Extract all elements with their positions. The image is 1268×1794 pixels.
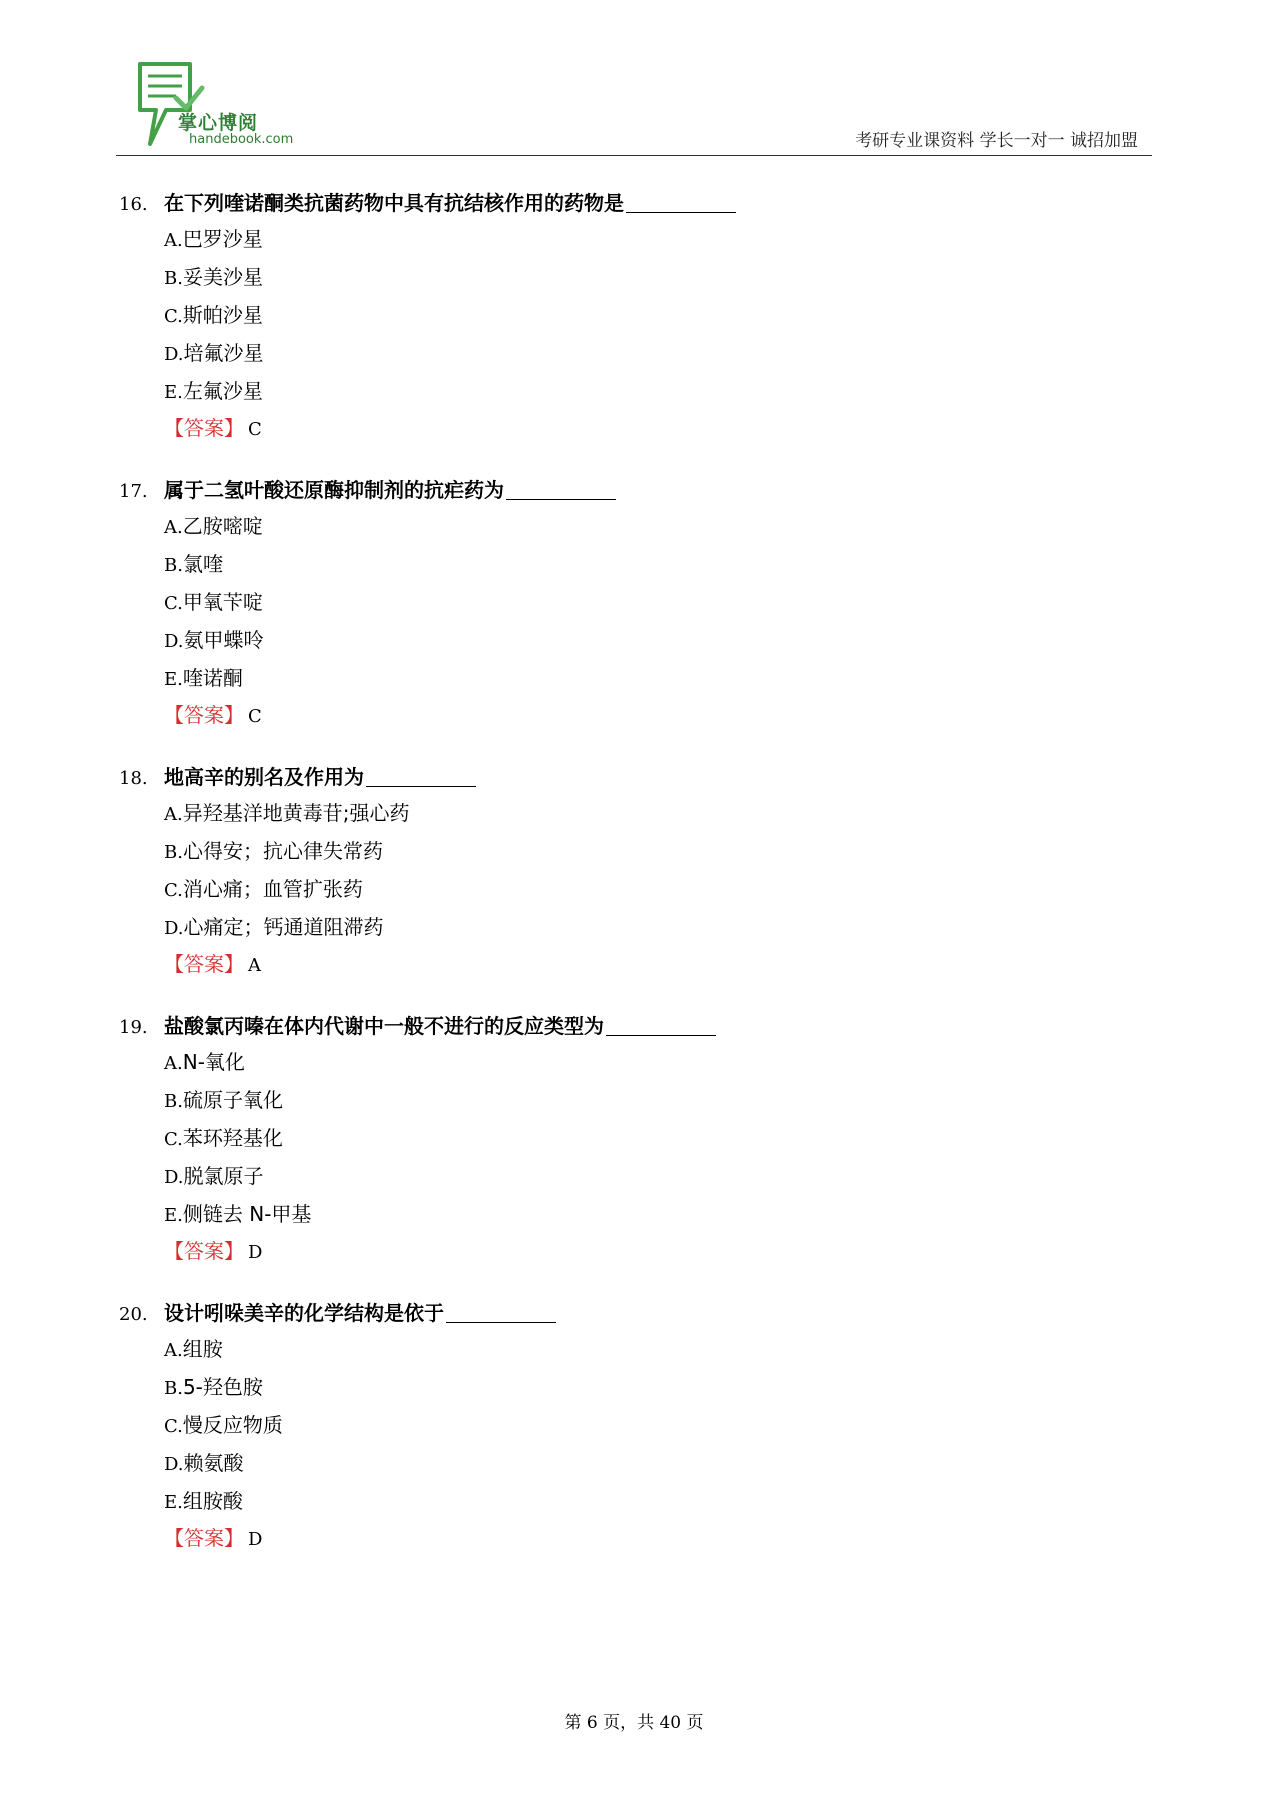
option-list: [119, 794, 1119, 946]
option-text: 侧链去 N-甲基: [182, 1202, 312, 1226]
question-item: [119, 186, 1119, 447]
option-item: [164, 1406, 1119, 1444]
answer-label: 【答案】: [164, 703, 244, 727]
question-number: 19.: [119, 1017, 148, 1038]
logo-url: handebook.com: [189, 132, 294, 147]
question-text: 盐酸氯丙嗪在体内代谢中一般不进行的反应类型为: [164, 1014, 604, 1038]
option-text: 组胺酸: [182, 1489, 243, 1513]
option-text: 左氟沙星: [182, 379, 263, 403]
question-item: [119, 1296, 1119, 1557]
question-text: 设计吲哚美辛的化学结构是依于: [164, 1301, 444, 1325]
option-item: [164, 258, 1119, 296]
question-stem: [119, 186, 1119, 220]
option-letter: C.: [164, 306, 183, 327]
answer-label: 【答案】: [164, 1239, 244, 1263]
question-stem: [119, 1296, 1119, 1330]
option-item: [164, 1081, 1119, 1119]
option-letter: E.: [164, 669, 183, 690]
option-item: [164, 220, 1119, 258]
option-letter: C.: [164, 1129, 183, 1150]
option-letter: B.: [164, 1091, 183, 1112]
option-letter: A.: [164, 1053, 183, 1074]
option-item: [164, 507, 1119, 545]
option-letter: D.: [164, 631, 184, 652]
option-letter: A.: [164, 230, 183, 251]
option-letter: E.: [164, 382, 183, 403]
option-list: [119, 1043, 1119, 1233]
option-item: [164, 1330, 1119, 1368]
question-number: 16.: [119, 194, 148, 215]
question-stem: [119, 760, 1119, 794]
header-tagline: 考研专业课资料 学长一对一 诚招加盟: [855, 131, 1138, 151]
question-number: 18.: [119, 768, 148, 789]
option-text: 赖氨酸: [183, 1451, 244, 1475]
answer-blank: [446, 1300, 556, 1323]
option-item: [164, 1444, 1119, 1482]
option-letter: A.: [164, 517, 183, 538]
option-text: 脱氯原子: [183, 1164, 264, 1188]
option-item: [164, 372, 1119, 410]
option-item: [164, 296, 1119, 334]
option-text: 消心痛；血管扩张药: [182, 877, 363, 901]
option-item: [164, 545, 1119, 583]
option-item: [164, 870, 1119, 908]
option-item: [164, 832, 1119, 870]
answer-blank: [606, 1013, 716, 1036]
page-footer: [0, 1708, 1268, 1733]
option-item: [164, 1043, 1119, 1081]
option-letter: B.: [164, 555, 183, 576]
logo-title: 掌心博阅: [178, 112, 259, 134]
option-text: 组胺: [182, 1337, 223, 1361]
option-list: [119, 1330, 1119, 1520]
option-list: [119, 220, 1119, 410]
answer-label: 【答案】: [164, 952, 244, 976]
question-text: 地高辛的别名及作用为: [164, 765, 364, 789]
answer-value: D: [248, 1242, 263, 1263]
option-item: [164, 621, 1119, 659]
answer-label: 【答案】: [164, 416, 244, 440]
option-text: 妥美沙星: [182, 265, 263, 289]
option-item: [164, 583, 1119, 621]
option-text: 巴罗沙星: [182, 227, 263, 251]
option-letter: C.: [164, 1416, 183, 1437]
page-header: [116, 58, 1152, 156]
answer-blank: [626, 190, 736, 213]
option-text: 乙胺嘧啶: [182, 514, 263, 538]
option-letter: E.: [164, 1205, 183, 1226]
option-text: N-氧化: [182, 1050, 245, 1074]
option-text: 氨甲蝶呤: [183, 628, 264, 652]
option-text: 心得安；抗心律失常药: [182, 839, 383, 863]
option-letter: B.: [164, 842, 183, 863]
option-letter: C.: [164, 593, 183, 614]
answer-line: [119, 1520, 1119, 1557]
question-item: [119, 760, 1119, 983]
answer-blank: [506, 477, 616, 500]
option-item: [164, 794, 1119, 832]
page-number: 第 6 页，共 40 页: [564, 1713, 704, 1733]
option-letter: D.: [164, 344, 184, 365]
option-letter: C.: [164, 880, 183, 901]
answer-label: 【答案】: [164, 1526, 244, 1550]
option-text: 苯环羟基化: [182, 1126, 283, 1150]
option-text: 甲氧苄啶: [182, 590, 263, 614]
option-letter: A.: [164, 804, 183, 825]
question-item: [119, 473, 1119, 734]
option-item: [164, 908, 1119, 946]
question-number: 17.: [119, 481, 148, 502]
option-letter: D.: [164, 1167, 184, 1188]
answer-value: D: [248, 1529, 263, 1550]
option-list: [119, 507, 1119, 697]
answer-value: C: [248, 419, 262, 440]
option-item: [164, 1157, 1119, 1195]
option-item: [164, 1119, 1119, 1157]
question-text: 在下列喹诺酮类抗菌药物中具有抗结核作用的药物是: [164, 191, 624, 215]
option-item: [164, 334, 1119, 372]
option-letter: A.: [164, 1340, 183, 1361]
option-letter: D.: [164, 918, 184, 939]
option-text: 喹诺酮: [182, 666, 243, 690]
option-item: [164, 1368, 1119, 1406]
question-text: 属于二氢叶酸还原酶抑制剂的抗疟药为: [164, 478, 504, 502]
answer-line: [119, 1233, 1119, 1270]
option-text: 心痛定；钙通道阻滞药: [183, 915, 384, 939]
question-list: [119, 186, 1119, 1583]
question-stem: [119, 1009, 1119, 1043]
answer-line: [119, 946, 1119, 983]
header-divider: [116, 155, 1152, 156]
option-item: [164, 1482, 1119, 1520]
answer-blank: [366, 764, 476, 787]
option-text: 斯帕沙星: [182, 303, 263, 327]
option-letter: E.: [164, 1492, 183, 1513]
option-item: [164, 1195, 1119, 1233]
option-letter: D.: [164, 1454, 184, 1475]
option-text: 异羟基洋地黄毒苷;强心药: [182, 801, 410, 825]
logo: [136, 62, 326, 148]
question-stem: [119, 473, 1119, 507]
option-text: 慢反应物质: [182, 1413, 283, 1437]
option-text: 培氟沙星: [183, 341, 264, 365]
option-text: 硫原子氧化: [182, 1088, 283, 1112]
answer-value: A: [248, 955, 261, 976]
option-item: [164, 659, 1119, 697]
answer-line: [119, 697, 1119, 734]
option-letter: B.: [164, 1378, 183, 1399]
answer-value: C: [248, 706, 262, 727]
answer-line: [119, 410, 1119, 447]
option-letter: B.: [164, 268, 183, 289]
option-text: 氯喹: [182, 552, 223, 576]
question-number: 20.: [119, 1304, 148, 1325]
option-text: 5-羟色胺: [182, 1375, 263, 1399]
question-item: [119, 1009, 1119, 1270]
